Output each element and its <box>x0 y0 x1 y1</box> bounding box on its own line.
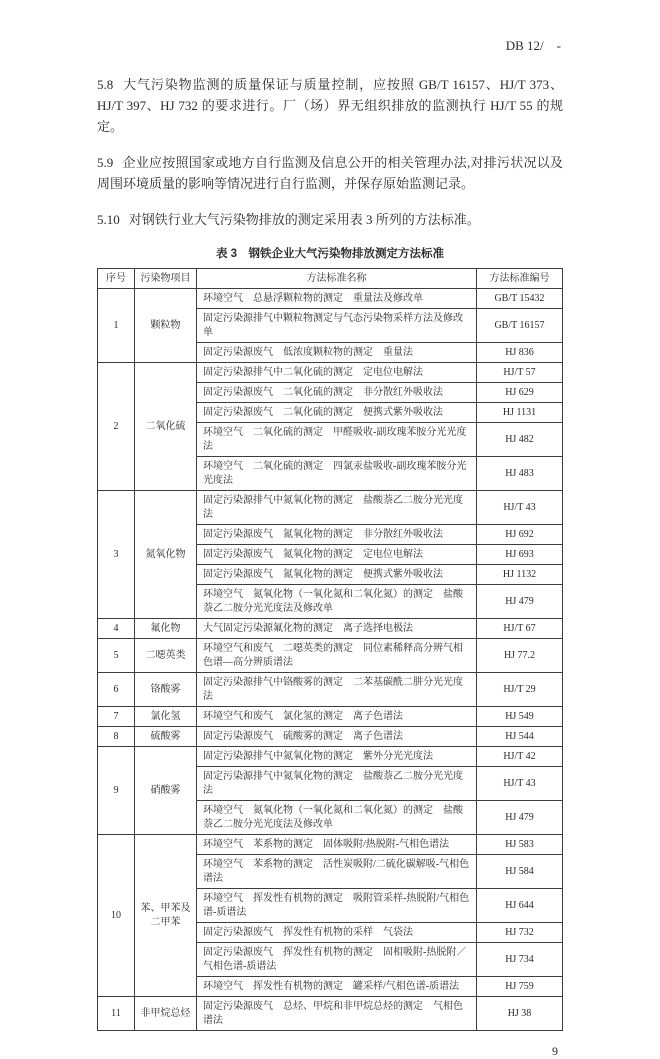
method-code-cell: HJ 479 <box>477 801 563 835</box>
method-name-cell: 固定污染源废气 总烃、甲烷和非甲烷总烃的测定 气相色谱法 <box>197 997 477 1031</box>
clause-text: 对钢铁行业大气污染物排放的测定采用表 3 所列的方法标准。 <box>128 212 480 227</box>
method-name-cell: 固定污染源排气中二氧化硫的测定 定电位电解法 <box>197 363 477 383</box>
method-code-cell: HJ 693 <box>477 545 563 565</box>
clause-number: 5.8 <box>97 77 114 92</box>
method-code-cell: HJ 1131 <box>477 403 563 423</box>
method-name-cell: 环境空气 氮氧化物（一氧化氮和二氧化氮）的测定 盐酸萘乙二胺分光光度法及修改单 <box>197 801 477 835</box>
method-code-cell: HJ 734 <box>477 943 563 977</box>
methods-table-body <box>98 289 563 1031</box>
method-name-cell: 环境空气 二氧化硫的测定 甲醛吸收-副玫瑰苯胺分光光度法 <box>197 423 477 457</box>
method-code-cell: HJ 584 <box>477 855 563 889</box>
methods-table <box>97 268 563 1031</box>
clause-text: 企业应按照国家或地方自行监测及信息公开的相关管理办法,对排污状况以及周围环境质量的影响等情况进行自行监测，并保存原始监测记录。 <box>97 155 563 191</box>
method-code-cell: HJ/T 43 <box>477 767 563 801</box>
method-name-cell: 固定污染源排气中铬酸雾的测定 二苯基碳酰二肼分光光度法 <box>197 673 477 707</box>
method-name-cell: 环境空气 苯系物的测定 固体吸附/热脱附-气相色谱法 <box>197 835 477 855</box>
page-header <box>97 38 563 54</box>
pollutant-cell: 氯化氢 <box>135 707 197 727</box>
page-number: 9 <box>552 1044 558 1058</box>
table-row <box>98 491 563 525</box>
pollutant-cell: 非甲烷总烃 <box>135 997 197 1031</box>
row-number-cell: 4 <box>98 619 135 639</box>
method-code-cell: GB/T 16157 <box>477 309 563 343</box>
method-name-cell: 环境空气 挥发性有机物的测定 吸附管采样-热脱附/气相色谱-质谱法 <box>197 889 477 923</box>
method-code-cell: HJ 759 <box>477 977 563 997</box>
table-title: 表 3 钢铁企业大气污染物排放测定方法标准 <box>215 248 445 260</box>
table-row <box>98 289 563 309</box>
clause-number: 5.10 <box>97 212 120 227</box>
pollutant-cell: 颗粒物 <box>135 289 197 363</box>
method-code-cell: HJ 544 <box>477 727 563 747</box>
clause-5-9 <box>97 152 563 194</box>
method-name-cell: 固定污染源废气 挥发性有机物的采样 气袋法 <box>197 923 477 943</box>
column-header-method-name: 方法标准名称 <box>197 269 477 289</box>
row-number-cell: 3 <box>98 491 135 619</box>
method-code-cell: HJ 629 <box>477 383 563 403</box>
method-name-cell: 环境空气 氮氧化物（一氧化氮和二氧化氮）的测定 盐酸萘乙二胺分光光度法及修改单 <box>197 585 477 619</box>
table-row <box>98 727 563 747</box>
pollutant-cell: 硫酸雾 <box>135 727 197 747</box>
row-number-cell: 10 <box>98 835 135 997</box>
method-code-cell: HJ 77.2 <box>477 639 563 673</box>
method-name-cell: 固定污染源排气中氮氧化物的测定 紫外分光光度法 <box>197 747 477 767</box>
pollutant-cell: 氟化物 <box>135 619 197 639</box>
pollutant-cell: 氮氧化物 <box>135 491 197 619</box>
row-number-cell: 9 <box>98 747 135 835</box>
pollutant-cell: 苯、甲苯及二甲苯 <box>135 835 197 997</box>
method-code-cell: HJ 483 <box>477 457 563 491</box>
method-name-cell: 环境空气 挥发性有机物的测定 罐采样/气相色谱-质谱法 <box>197 977 477 997</box>
table-row <box>98 363 563 383</box>
method-name-cell: 固定污染源排气中氮氧化物的测定 盐酸萘乙二胺分光光度法 <box>197 767 477 801</box>
method-code-cell: HJ 1132 <box>477 565 563 585</box>
method-name-cell: 固定污染源废气 二氧化硫的测定 非分散红外吸收法 <box>197 383 477 403</box>
method-name-cell: 环境空气 二氧化硫的测定 四氯汞盐吸收-副玫瑰苯胺分光光度法 <box>197 457 477 491</box>
row-number-cell: 2 <box>98 363 135 491</box>
clause-5-8 <box>97 74 563 137</box>
pollutant-cell: 二噁英类 <box>135 639 197 673</box>
method-name-cell: 环境空气和废气 氯化氢的测定 离子色谱法 <box>197 707 477 727</box>
table-header-row <box>98 269 563 289</box>
table-row <box>98 639 563 673</box>
method-name-cell: 固定污染源废气 低浓度颗粒物的测定 重量法 <box>197 343 477 363</box>
clause-5-10 <box>97 209 563 230</box>
method-name-cell: 固定污染源排气中氮氧化物的测定 盐酸萘乙二胺分光光度法 <box>197 491 477 525</box>
row-number-cell: 6 <box>98 673 135 707</box>
pollutant-cell: 铬酸雾 <box>135 673 197 707</box>
method-name-cell: 环境空气 苯系物的测定 活性炭吸附/二硫化碳解吸-气相色谱法 <box>197 855 477 889</box>
row-number-cell: 5 <box>98 639 135 673</box>
clause-number: 5.9 <box>97 155 114 170</box>
method-code-cell: HJ 836 <box>477 343 563 363</box>
method-name-cell: 固定污染源废气 二氧化硫的测定 便携式紫外吸收法 <box>197 403 477 423</box>
row-number-cell: 11 <box>98 997 135 1031</box>
method-code-cell: HJ/T 29 <box>477 673 563 707</box>
method-name-cell: 大气固定污染源氟化物的测定 离子选择电极法 <box>197 619 477 639</box>
method-name-cell: 固定污染源废气 氮氧化物的测定 便携式紫外吸收法 <box>197 565 477 585</box>
method-code-cell: HJ 482 <box>477 423 563 457</box>
method-code-cell: HJ/T 57 <box>477 363 563 383</box>
table-row <box>98 747 563 767</box>
method-code-cell: HJ 38 <box>477 997 563 1031</box>
method-name-cell: 固定污染源废气 硫酸雾的测定 离子色谱法 <box>197 727 477 747</box>
method-code-cell: HJ/T 43 <box>477 491 563 525</box>
method-code-cell: HJ 479 <box>477 585 563 619</box>
method-name-cell: 环境空气和废气 二噁英类的测定 同位素稀释高分辨气相色谱—高分辨质谱法 <box>197 639 477 673</box>
method-code-cell: HJ 644 <box>477 889 563 923</box>
table-row <box>98 707 563 727</box>
row-number-cell: 1 <box>98 289 135 363</box>
method-code-cell: HJ/T 42 <box>477 747 563 767</box>
clause-text: 大气污染物监测的质量保证与质量控制，应按照 GB/T 16157、HJ/T 373、HJ/T 397、HJ 732 的要求进行。厂（场）界无组织排放的监测执行 HJ/T 55 的规定。 <box>97 77 563 134</box>
standard-number-label: DB 12/ - <box>505 38 561 53</box>
method-name-cell: 环境空气 总悬浮颗粒物的测定 重量法及修改单 <box>197 289 477 309</box>
table-row <box>98 997 563 1031</box>
table-row <box>98 673 563 707</box>
column-header-method-code: 方法标准编号 <box>477 269 563 289</box>
method-name-cell: 固定污染源废气 氮氧化物的测定 非分散红外吸收法 <box>197 525 477 545</box>
method-code-cell: HJ 692 <box>477 525 563 545</box>
table-row <box>98 619 563 639</box>
column-header-pollutant: 污染物项目 <box>135 269 197 289</box>
method-code-cell: HJ 732 <box>477 923 563 943</box>
column-header-no: 序号 <box>98 269 135 289</box>
method-code-cell: HJ 549 <box>477 707 563 727</box>
method-name-cell: 固定污染源废气 氮氧化物的测定 定电位电解法 <box>197 545 477 565</box>
table-row <box>98 835 563 855</box>
method-code-cell: HJ/T 67 <box>477 619 563 639</box>
method-name-cell: 固定污染源废气 挥发性有机物的测定 固相吸附-热脱附／气相色谱-质谱法 <box>197 943 477 977</box>
row-number-cell: 7 <box>98 707 135 727</box>
method-code-cell: GB/T 15432 <box>477 289 563 309</box>
pollutant-cell: 硝酸雾 <box>135 747 197 835</box>
method-code-cell: HJ 583 <box>477 835 563 855</box>
pollutant-cell: 二氧化硫 <box>135 363 197 491</box>
row-number-cell: 8 <box>98 727 135 747</box>
method-name-cell: 固定污染源排气中颗粒物测定与气态污染物采样方法及修改单 <box>197 309 477 343</box>
